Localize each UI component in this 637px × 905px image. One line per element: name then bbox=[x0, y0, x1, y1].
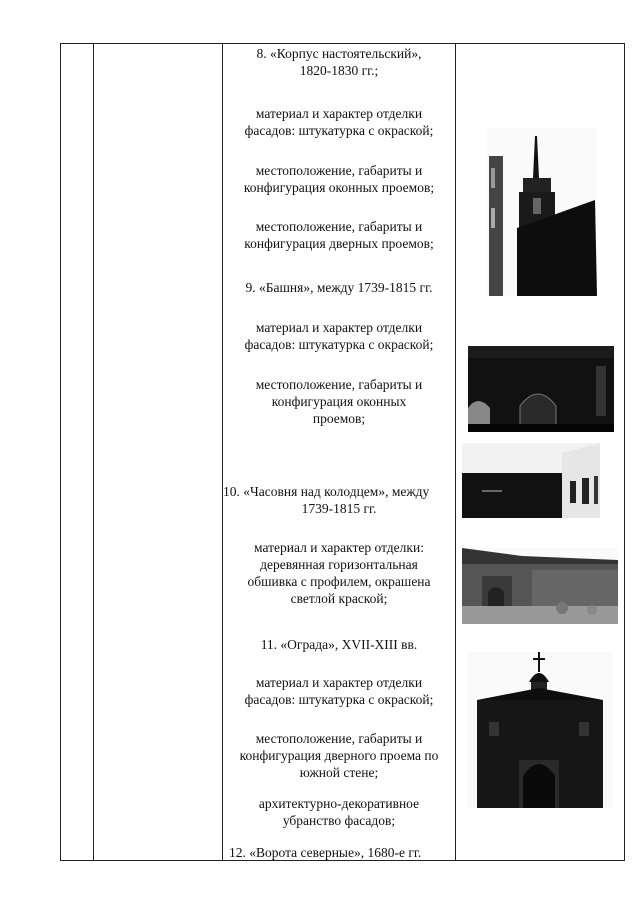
item-12-title: 12. «Ворота северные», 1680-е гг. bbox=[229, 845, 422, 860]
table-border-col-1 bbox=[60, 43, 61, 861]
item-11-door-line3: южной стене; bbox=[299, 765, 379, 780]
item-8-finish-line2: фасадов: штукатурка с окраской; bbox=[244, 123, 434, 138]
photo-north-gate bbox=[467, 652, 613, 808]
item-10-title-line1: 10. «Часовня над колодцем», между bbox=[223, 484, 430, 499]
item-10-title-line2: 1739-1815 гг. bbox=[301, 501, 377, 516]
item-11-decor-line1: архитектурно-декоративное bbox=[258, 796, 420, 811]
item-9-windows-line1: местоположение, габариты и bbox=[255, 377, 423, 392]
item-8-title-line2: 1820-1830 гг.; bbox=[299, 63, 379, 78]
item-10-finish-line3: обшивка с профилем, окрашена bbox=[247, 574, 431, 589]
table-top-border bbox=[60, 43, 625, 44]
table-border-col-4 bbox=[455, 43, 456, 861]
item-11-title: 11. «Ограда», XVII-XIII вв. bbox=[260, 637, 418, 652]
item-11-finish-line1: материал и характер отделки bbox=[255, 675, 423, 690]
item-10-finish-line1: материал и характер отделки: bbox=[254, 540, 424, 555]
photo-chapel-wall bbox=[462, 443, 600, 518]
item-11-door-line2: конфигурация дверного проема по bbox=[239, 748, 439, 763]
item-8-doors-line1: местоположение, габариты и bbox=[255, 219, 423, 234]
item-10-finish-line2: деревянная горизонтальная bbox=[260, 557, 418, 572]
item-8-doors-line2: конфигурация дверных проемов; bbox=[244, 236, 434, 251]
item-9-windows-line2: конфигурация оконных bbox=[271, 394, 407, 409]
item-10-finish-line4: светлой краской; bbox=[290, 591, 388, 606]
table-border-col-5 bbox=[624, 43, 625, 861]
item-8-finish-line1: материал и характер отделки bbox=[255, 106, 423, 121]
item-8-windows-line2: конфигурация оконных проемов; bbox=[243, 180, 435, 195]
item-8-title-line1: 8. «Корпус настоятельский», bbox=[256, 46, 422, 61]
photo-tower-spire bbox=[487, 128, 597, 296]
photo-fence-wall bbox=[462, 548, 618, 624]
item-9-title: 9. «Башня», между 1739-1815 гг. bbox=[245, 280, 433, 295]
item-9-finish-line2: фасадов: штукатурка с окраской; bbox=[244, 337, 434, 352]
item-9-windows-line3: проемов; bbox=[312, 411, 366, 426]
item-9-finish-line1: материал и характер отделки bbox=[255, 320, 423, 335]
item-11-finish-line2: фасадов: штукатурка с окраской; bbox=[244, 692, 434, 707]
item-11-door-line1: местоположение, габариты и bbox=[255, 731, 423, 746]
item-8-windows-line1: местоположение, габариты и bbox=[255, 163, 423, 178]
photo-arch-window bbox=[468, 346, 614, 432]
item-11-decor-line2: убранство фасадов; bbox=[282, 813, 396, 828]
table-border-col-2 bbox=[93, 43, 94, 861]
